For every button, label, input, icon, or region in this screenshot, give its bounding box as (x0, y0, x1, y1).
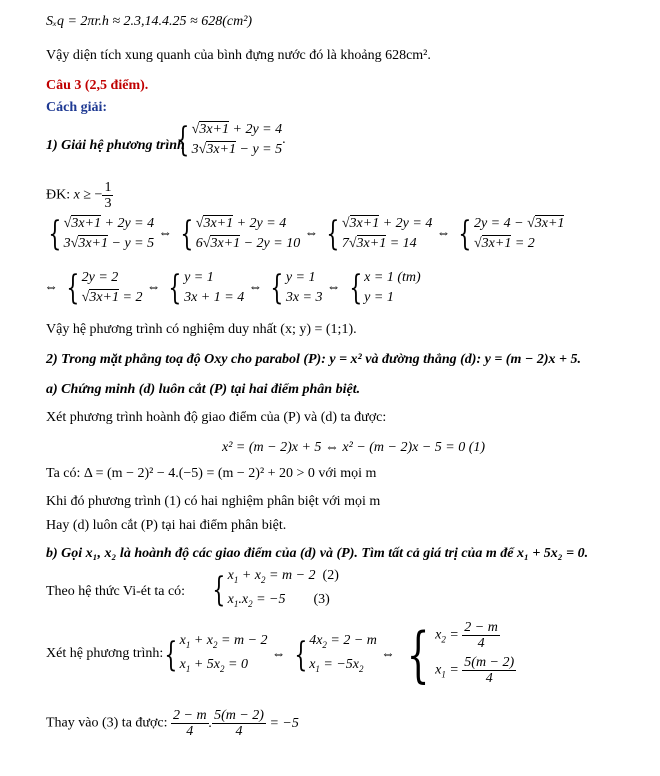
linear-system: { $x_1 + x_2 = m - 2$ $x_1 + 5x_2 = 0$ ⇔ { $4x_2 = 2 - m$ $x_1 = -5x_2$ ⇔ { $x_2$ = $\frac{2 - m}{4}$ $x_1$ = $\frac{5(m - 2)}{4}$ (164, 619, 515, 690)
solve-step-2: ⇔ { 2y = 2 √3x+1 = 2 ⇔ { y = 1 3x + 1 = 4 ⇔ { y = 1 3x = 3 ⇔ { x = 1 (tm) y = 1 (44, 268, 421, 308)
solve-step-1: { √3x+1 + 2y = 4 3√3x+1 − y = 5 ⇔ { √3x+1 + 2y = 4 6√3x+1 − 2y = 10 ⇔ { √3x+1 + 2y = 4 7√3x+1 = 14 ⇔ { 2y = 4 − √3x+1 √3x+1 = 2 (48, 214, 565, 254)
substitution-line: Thay vào (3) ta được: $\frac{2 - m}{4}$ . $\frac{5(m - 2)}{4}$ = −5 (46, 708, 299, 739)
part-2a-conclusion: Hay (d) luôn cắt (P) tại hai điểm phân biệt. (46, 518, 287, 533)
surface-area-formula: Sₓq = 2πr.h ≈ 2.3,14.4.25 ≈ 628(cm²) (46, 14, 253, 29)
question-3-heading: Câu 3 (2,5 điểm). (46, 78, 149, 93)
part-2a-statement: a) Chứng minh (d) luôn cắt (P) tại hai điểm phân biệt. (46, 382, 361, 397)
part-2-statement: 2) Trong mặt phẳng toạ độ Oxy cho parabol (P): y = x² và đường thẳng (d): y = (m − 2)x + 5. (46, 352, 581, 367)
vieta-label: Theo hệ thức Vi-ét ta có: (46, 584, 186, 599)
intersection-setup: Xét phương trình hoành độ giao điểm của (P) và (d) ta được: (46, 410, 387, 425)
equation-1: x² = (m − 2)x + 5 ⇔ x² − (m − 2)x − 5 = 0 (1) (222, 440, 486, 455)
part-1-label: 1) Giải hệ phương trình (46, 138, 185, 153)
system-of-equations: { √3x+1 + 2y = 4 3√3x+1 − y = 5 . (176, 120, 286, 160)
area-conclusion: Vậy diện tích xung quanh của bình đựng nước đó là khoảng 628cm². (46, 48, 431, 63)
part-1-conclusion: Vậy hệ phương trình có nghiệm duy nhất (x; y) = (1;1). (46, 322, 357, 337)
condition-line: ĐK: x ≥ − $\frac{1}{3}$ (46, 180, 112, 211)
discriminant-line: Ta có: Δ = (m − 2)² − 4.(−5) = (m − 2)² + 20 > 0 với mọi m (46, 466, 377, 481)
part-2b-statement: b) Gọi x₁, x₂ là hoành độ các giao điểm của (d) và (P). Tìm tất cả giá trị của m để x₁ + 5x₂ = 0. (46, 546, 589, 561)
vieta-system: { $x_1 + x_2 = m - 2$ (2) $x_1.x_2 = -5$ (3) (212, 568, 339, 610)
system-label: Xét hệ phương trình: (46, 646, 164, 661)
solution-heading: Cách giải: (46, 100, 108, 115)
distinct-roots-line: Khi đó phương trình (1) có hai nghiệm phân biệt với mọi m (46, 494, 381, 509)
